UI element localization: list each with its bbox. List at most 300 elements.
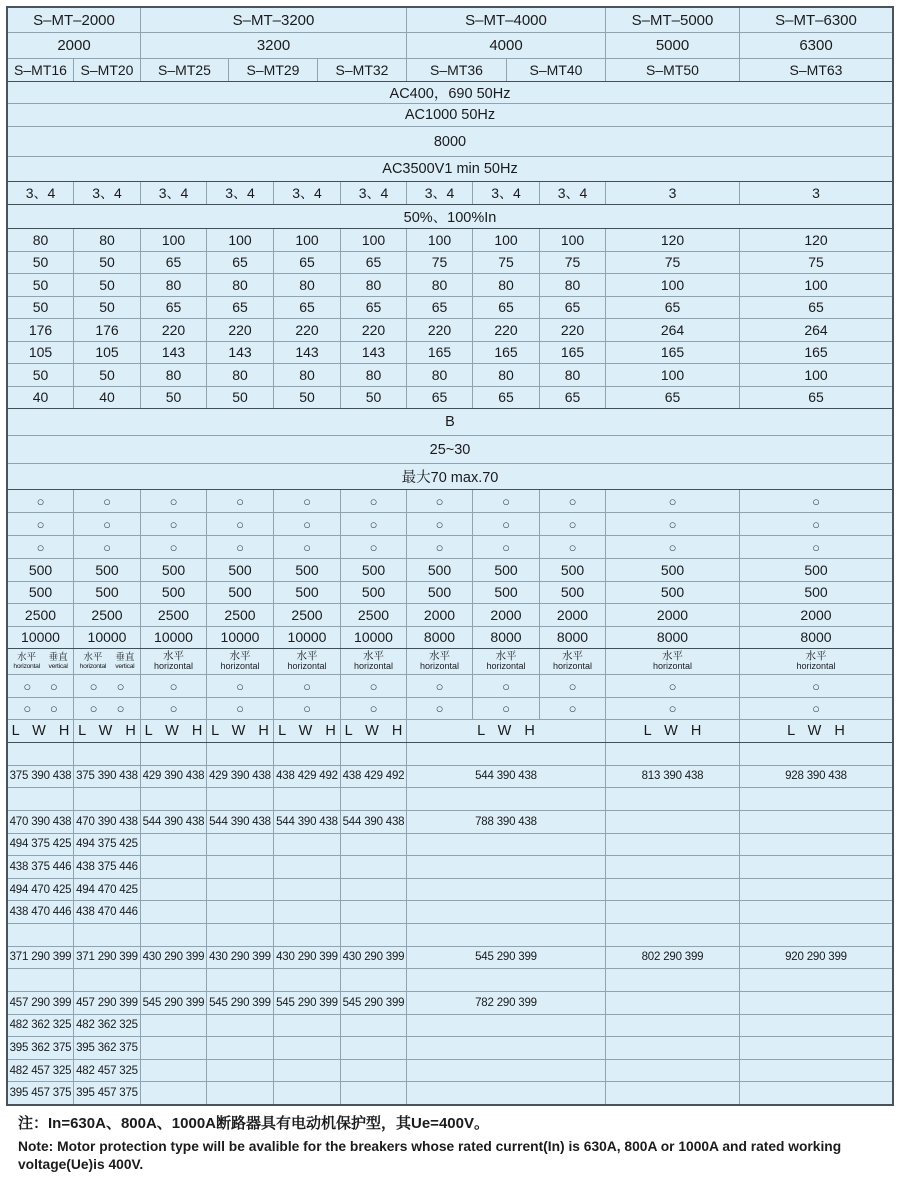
cell: 220 bbox=[273, 319, 340, 341]
cell: 100 bbox=[273, 229, 340, 251]
available-mark: ○ bbox=[273, 675, 340, 697]
cell: 75 bbox=[472, 252, 539, 274]
orientation-cell bbox=[8, 649, 73, 674]
cell bbox=[406, 879, 605, 901]
cell bbox=[140, 969, 206, 991]
cell: 545 290 399 bbox=[340, 992, 406, 1014]
cell bbox=[140, 856, 206, 878]
cell bbox=[340, 879, 406, 901]
available-mark: ○ bbox=[739, 490, 892, 512]
cell bbox=[206, 1037, 273, 1059]
cell: 6300 bbox=[739, 33, 892, 58]
cell: 40 bbox=[73, 387, 140, 409]
available-mark: ○ bbox=[406, 490, 472, 512]
cell bbox=[273, 856, 340, 878]
cell: S–MT–2000 bbox=[33, 11, 115, 29]
available-mark: ○ bbox=[605, 675, 739, 697]
cell bbox=[340, 788, 406, 810]
cell: 2500 bbox=[140, 604, 206, 626]
dimension-row bbox=[8, 765, 892, 788]
cell: 500 bbox=[140, 559, 206, 581]
orientation-label: 垂直 vertical bbox=[48, 651, 68, 670]
orientation-label: 水平 horizontal bbox=[652, 649, 693, 672]
cell bbox=[739, 856, 892, 878]
cell: 8000 bbox=[539, 627, 605, 649]
cell: 65 bbox=[605, 387, 739, 409]
cell bbox=[739, 1015, 892, 1037]
band-insulation-voltage bbox=[8, 103, 892, 126]
available-mark: ○ bbox=[116, 678, 125, 694]
cell: 2500 bbox=[340, 604, 406, 626]
available-mark: ○ bbox=[340, 675, 406, 697]
cell bbox=[140, 879, 206, 901]
available-mark: ○ bbox=[89, 678, 98, 694]
cell bbox=[273, 743, 340, 765]
cell: 80 bbox=[73, 229, 140, 251]
cell: 2000 bbox=[406, 604, 472, 626]
cell bbox=[340, 924, 406, 946]
circle-row bbox=[8, 535, 892, 558]
cell: 438 429 492 bbox=[340, 766, 406, 788]
cell: 10000 bbox=[21, 629, 60, 646]
cell bbox=[739, 811, 892, 833]
cell bbox=[739, 834, 892, 856]
cell: 80 bbox=[140, 274, 206, 296]
orientation-label: 水平 horizontal bbox=[153, 649, 194, 672]
cell: 500 bbox=[73, 582, 140, 604]
orientation-cell bbox=[472, 649, 539, 674]
cell bbox=[739, 1082, 892, 1104]
band-dielectric-test-label: AC3500V1 min 50Hz bbox=[382, 161, 518, 177]
cell: 50 bbox=[73, 274, 140, 296]
dimension-row bbox=[8, 991, 892, 1014]
cell bbox=[605, 1060, 739, 1082]
cell: 50 bbox=[32, 366, 49, 383]
cell: 100 bbox=[605, 364, 739, 386]
cell: 500 bbox=[206, 559, 273, 581]
value-row bbox=[8, 273, 892, 296]
lwh-row bbox=[8, 719, 892, 742]
cell: 2500 bbox=[73, 604, 140, 626]
cell: 438 470 446 bbox=[9, 906, 72, 919]
cell bbox=[406, 1015, 605, 1037]
cell bbox=[340, 1060, 406, 1082]
available-mark: ○ bbox=[206, 513, 273, 535]
value-row bbox=[8, 386, 892, 409]
cell: 100 bbox=[406, 229, 472, 251]
cell bbox=[273, 1015, 340, 1037]
cell: 482 457 325 bbox=[73, 1060, 140, 1082]
cell bbox=[739, 879, 892, 901]
dimension-row bbox=[8, 1036, 892, 1059]
available-mark: ○ bbox=[406, 675, 472, 697]
cell bbox=[206, 743, 273, 765]
orientation-cell bbox=[406, 649, 472, 674]
cell bbox=[273, 924, 340, 946]
cell: S–MT–3200 bbox=[140, 8, 406, 32]
cell: 395 362 375 bbox=[9, 1041, 72, 1054]
cell bbox=[406, 1037, 605, 1059]
cell bbox=[605, 879, 739, 901]
cell: 470 390 438 bbox=[9, 815, 72, 828]
cell: 8000 bbox=[406, 627, 472, 649]
cell: 75 bbox=[605, 252, 739, 274]
cell: 80 bbox=[340, 364, 406, 386]
cell: 8000 bbox=[605, 627, 739, 649]
available-mark: ○ bbox=[605, 698, 739, 719]
cell: S–MT–4000 bbox=[406, 8, 605, 32]
cell: S–MT29 bbox=[228, 59, 317, 81]
cell: 371 290 399 bbox=[73, 947, 140, 969]
cell: 165 bbox=[539, 342, 605, 364]
band-25-30-label: 25~30 bbox=[429, 441, 471, 458]
cell: 3、4 bbox=[25, 185, 56, 201]
cell: 220 bbox=[340, 319, 406, 341]
cell: 544 390 438 bbox=[273, 811, 340, 833]
dimension-row bbox=[8, 1081, 892, 1104]
cell: 500 bbox=[739, 582, 892, 604]
cell: 482 362 325 bbox=[9, 1019, 72, 1032]
cell: 65 bbox=[140, 252, 206, 274]
cell bbox=[406, 1082, 605, 1104]
cell: 65 bbox=[605, 297, 739, 319]
dimension-row bbox=[8, 833, 892, 856]
available-mark: ○ bbox=[36, 516, 45, 532]
available-mark: ○ bbox=[206, 698, 273, 719]
available-mark: ○ bbox=[605, 513, 739, 535]
orientation-cell bbox=[273, 649, 340, 674]
available-mark: ○ bbox=[49, 678, 58, 694]
band-dielectric-test bbox=[8, 156, 892, 181]
dimension-row bbox=[8, 1059, 892, 1082]
footer-notes bbox=[18, 1112, 886, 1174]
cell: 50 bbox=[73, 297, 140, 319]
cell: 4000 bbox=[406, 33, 605, 58]
available-mark: ○ bbox=[739, 536, 892, 558]
cell bbox=[340, 856, 406, 878]
cell: 75 bbox=[406, 252, 472, 274]
cell: 482 362 325 bbox=[73, 1015, 140, 1037]
cell: 220 bbox=[406, 319, 472, 341]
available-mark: ○ bbox=[340, 490, 406, 512]
cell: 65 bbox=[472, 297, 539, 319]
cell bbox=[140, 1082, 206, 1104]
number-row bbox=[8, 581, 892, 604]
cell bbox=[605, 811, 739, 833]
available-mark: ○ bbox=[406, 513, 472, 535]
number-row bbox=[8, 558, 892, 581]
cell bbox=[206, 924, 273, 946]
cell: 65 bbox=[273, 297, 340, 319]
cell: L W H bbox=[206, 720, 273, 742]
cell: 143 bbox=[206, 342, 273, 364]
cell: 100 bbox=[605, 274, 739, 296]
cell: 10000 bbox=[73, 627, 140, 649]
cell: 438 429 492 bbox=[273, 766, 340, 788]
cell: S–MT50 bbox=[605, 59, 739, 81]
cell: 50 bbox=[273, 387, 340, 409]
cell bbox=[739, 924, 892, 946]
cell bbox=[73, 788, 140, 810]
cell: 80 bbox=[32, 231, 49, 248]
band-in-percent bbox=[8, 204, 892, 228]
cell: 100 bbox=[739, 274, 892, 296]
cell: 494 470 425 bbox=[73, 879, 140, 901]
cell bbox=[206, 901, 273, 923]
cell: 2000 bbox=[57, 37, 91, 54]
cell: 50 bbox=[73, 364, 140, 386]
cell: 438 375 446 bbox=[73, 856, 140, 878]
cell: 220 bbox=[140, 319, 206, 341]
cell: 65 bbox=[472, 387, 539, 409]
cell bbox=[739, 788, 892, 810]
available-mark: ○ bbox=[36, 493, 45, 509]
cell bbox=[739, 992, 892, 1014]
cell bbox=[273, 788, 340, 810]
cell: 544 390 438 bbox=[406, 766, 605, 788]
cell: 928 390 438 bbox=[739, 766, 892, 788]
dimension-row bbox=[8, 787, 892, 810]
available-mark: ○ bbox=[140, 536, 206, 558]
cell: 395 457 375 bbox=[9, 1087, 72, 1100]
cell: S–MT25 bbox=[140, 59, 228, 81]
available-mark: ○ bbox=[539, 513, 605, 535]
cell bbox=[406, 856, 605, 878]
available-mark: ○ bbox=[49, 701, 58, 716]
cell: L W H bbox=[605, 720, 739, 742]
cell: 788 390 438 bbox=[406, 811, 605, 833]
cell: 80 bbox=[539, 364, 605, 386]
band-rated-voltage bbox=[8, 81, 892, 103]
cell bbox=[73, 743, 140, 765]
band-25-30 bbox=[8, 435, 892, 463]
cell: 10000 bbox=[340, 627, 406, 649]
cell: 500 bbox=[605, 559, 739, 581]
cell: 100 bbox=[140, 229, 206, 251]
cell: 65 bbox=[206, 252, 273, 274]
cell: 50 bbox=[206, 387, 273, 409]
cell: 802 290 399 bbox=[605, 947, 739, 969]
cell: 545 290 399 bbox=[273, 992, 340, 1014]
available-mark: ○ bbox=[73, 513, 140, 535]
cell bbox=[605, 992, 739, 1014]
cell: 494 375 425 bbox=[73, 834, 140, 856]
cell: 80 bbox=[406, 274, 472, 296]
orientation-label: 水平 horizontal bbox=[13, 651, 40, 670]
cell: 165 bbox=[472, 342, 539, 364]
cell: 2500 bbox=[273, 604, 340, 626]
dimension-row bbox=[8, 968, 892, 991]
cell: L W H bbox=[273, 720, 340, 742]
orientation-cell bbox=[539, 649, 605, 674]
cell: 2000 bbox=[739, 604, 892, 626]
available-mark: ○ bbox=[340, 536, 406, 558]
number-row bbox=[8, 603, 892, 626]
cell: 80 bbox=[406, 364, 472, 386]
cell: 176 bbox=[28, 321, 53, 338]
available-mark: ○ bbox=[273, 536, 340, 558]
cell: 430 290 399 bbox=[140, 947, 206, 969]
cell: 500 bbox=[340, 559, 406, 581]
cell: S–MT36 bbox=[406, 59, 506, 81]
available-mark: ○ bbox=[472, 490, 539, 512]
cell bbox=[406, 969, 605, 991]
available-mark: ○ bbox=[472, 513, 539, 535]
available-mark: ○ bbox=[89, 701, 98, 716]
cell bbox=[406, 743, 605, 765]
cell: 8000 bbox=[472, 627, 539, 649]
available-mark: ○ bbox=[340, 698, 406, 719]
cell: 395 457 375 bbox=[73, 1082, 140, 1104]
cell: 105 bbox=[28, 344, 53, 361]
available-mark: ○ bbox=[73, 490, 140, 512]
cell: 120 bbox=[605, 229, 739, 251]
cell bbox=[73, 969, 140, 991]
available-mark: ○ bbox=[472, 675, 539, 697]
cell bbox=[273, 901, 340, 923]
available-mark: ○ bbox=[206, 675, 273, 697]
cell bbox=[605, 856, 739, 878]
orientation-row bbox=[8, 648, 892, 674]
orientation-cell bbox=[605, 649, 739, 674]
cell: 65 bbox=[539, 387, 605, 409]
band-rated-voltage-label: AC400，690 50Hz bbox=[389, 86, 511, 102]
dimension-row bbox=[8, 878, 892, 901]
band-impulse-voltage bbox=[8, 126, 892, 156]
cell bbox=[340, 1037, 406, 1059]
cell: 3、4 bbox=[472, 182, 539, 204]
number-row bbox=[8, 626, 892, 649]
cell: 3、4 bbox=[340, 182, 406, 204]
cell: L W H bbox=[11, 723, 70, 739]
cell bbox=[206, 879, 273, 901]
value-row bbox=[8, 251, 892, 274]
cell bbox=[605, 1082, 739, 1104]
cell bbox=[340, 1082, 406, 1104]
orientation-label: 水平 horizontal bbox=[353, 649, 394, 672]
available-mark: ○ bbox=[539, 675, 605, 697]
cell: 8000 bbox=[739, 627, 892, 649]
cell: 80 bbox=[340, 274, 406, 296]
cell: 143 bbox=[140, 342, 206, 364]
cell: 50 bbox=[32, 299, 49, 316]
cell bbox=[605, 1037, 739, 1059]
header-submodel-row bbox=[8, 58, 892, 81]
cell bbox=[8, 788, 73, 810]
cell bbox=[206, 1082, 273, 1104]
cell bbox=[605, 834, 739, 856]
cell: 120 bbox=[739, 229, 892, 251]
available-mark: ○ bbox=[140, 675, 206, 697]
cell: 500 bbox=[273, 582, 340, 604]
header-current-row bbox=[8, 32, 892, 58]
cell bbox=[140, 901, 206, 923]
cell bbox=[73, 924, 140, 946]
cell: 375 390 438 bbox=[73, 766, 140, 788]
cell: 430 290 399 bbox=[273, 947, 340, 969]
cell: S–MT–5000 bbox=[605, 8, 739, 32]
cell: 65 bbox=[406, 387, 472, 409]
cell: S–MT–6300 bbox=[739, 8, 892, 32]
available-mark bbox=[8, 698, 73, 719]
cell: 80 bbox=[140, 364, 206, 386]
cell bbox=[140, 1060, 206, 1082]
band-max-70-label: 最大70 max.70 bbox=[401, 470, 499, 486]
cell: 80 bbox=[273, 364, 340, 386]
cell: 143 bbox=[340, 342, 406, 364]
cell bbox=[739, 743, 892, 765]
cell bbox=[273, 834, 340, 856]
cell: 500 bbox=[406, 582, 472, 604]
orientation-cell bbox=[206, 649, 273, 674]
note-english-line1: Note: Motor protection type will be avalible for the breakers whose rated current(In) is 630A, 800A or 1000A and rated working bbox=[18, 1139, 842, 1154]
header-model-row bbox=[8, 8, 892, 32]
cell: 544 390 438 bbox=[140, 811, 206, 833]
cell: 3200 bbox=[140, 33, 406, 58]
cell bbox=[340, 901, 406, 923]
cell bbox=[273, 1037, 340, 1059]
cell: 500 bbox=[206, 582, 273, 604]
cell: 10000 bbox=[140, 627, 206, 649]
orientation-cell bbox=[340, 649, 406, 674]
cell: 65 bbox=[206, 297, 273, 319]
band-max-70 bbox=[8, 463, 892, 489]
circle-row bbox=[8, 512, 892, 535]
available-mark: ○ bbox=[739, 675, 892, 697]
cell bbox=[739, 1037, 892, 1059]
cell bbox=[206, 969, 273, 991]
cell: S–MT20 bbox=[73, 59, 140, 81]
cell bbox=[140, 834, 206, 856]
available-mark: ○ bbox=[206, 536, 273, 558]
available-mark: ○ bbox=[539, 490, 605, 512]
cell bbox=[140, 1015, 206, 1037]
cell: 80 bbox=[539, 274, 605, 296]
orientation-label: 水平 horizontal bbox=[552, 649, 593, 672]
cell bbox=[8, 924, 73, 946]
cell: 482 457 325 bbox=[9, 1064, 72, 1077]
cell: 165 bbox=[406, 342, 472, 364]
orientation-label: 水平 horizontal bbox=[419, 649, 460, 672]
cell: 100 bbox=[472, 229, 539, 251]
available-mark: ○ bbox=[406, 698, 472, 719]
available-mark bbox=[73, 675, 140, 697]
value-row bbox=[8, 318, 892, 341]
cell: 429 390 438 bbox=[206, 766, 273, 788]
value-row bbox=[8, 363, 892, 386]
cell: 2000 bbox=[472, 604, 539, 626]
cell: 50 bbox=[32, 254, 49, 271]
cell bbox=[406, 901, 605, 923]
cell: L W H bbox=[739, 720, 892, 742]
cell: 100 bbox=[739, 364, 892, 386]
cell: 2500 bbox=[24, 606, 57, 623]
cell: 3、4 bbox=[206, 182, 273, 204]
cell bbox=[273, 1082, 340, 1104]
cell bbox=[140, 788, 206, 810]
cell bbox=[206, 1060, 273, 1082]
spec-table bbox=[6, 6, 894, 1106]
cell: 2000 bbox=[605, 604, 739, 626]
cell: 457 290 399 bbox=[73, 992, 140, 1014]
cell: 500 bbox=[539, 559, 605, 581]
cell: 65 bbox=[539, 297, 605, 319]
cell: 65 bbox=[340, 297, 406, 319]
cell: 80 bbox=[273, 274, 340, 296]
available-mark: ○ bbox=[539, 698, 605, 719]
cell bbox=[739, 901, 892, 923]
cell bbox=[605, 788, 739, 810]
